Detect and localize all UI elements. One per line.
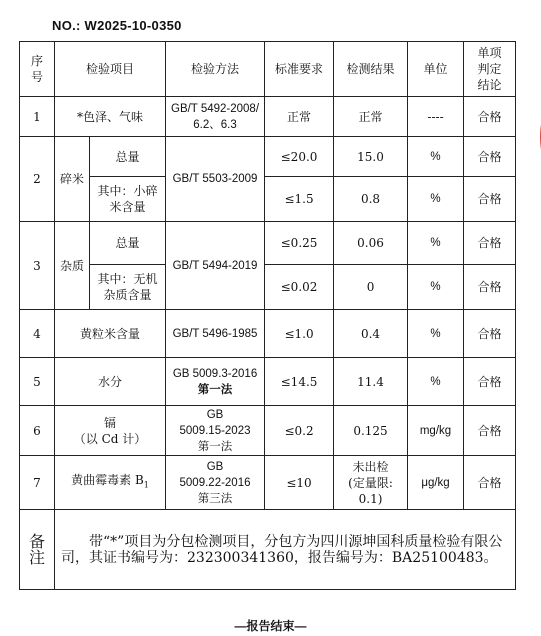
result-cell: 正常 <box>334 97 408 137</box>
method-line: GB 5009.3-2016 <box>172 367 258 380</box>
item-cell: *色泽、气味 <box>55 97 166 137</box>
table-row <box>20 222 516 265</box>
group-cell: 碎米 <box>55 137 90 222</box>
verdict-cell: 合格 <box>464 137 516 177</box>
method-line: 第一法 <box>197 383 233 396</box>
standard-cell: ≤0.25 <box>265 222 334 265</box>
verdict-cell: 合格 <box>464 358 516 406</box>
header-seq: 序号 <box>20 42 55 97</box>
result-line: 未出检 <box>352 459 389 474</box>
method-line: 第三法 <box>197 492 233 505</box>
result-line: (定量限: <box>348 475 393 490</box>
method-line: 5009.15-2023 <box>179 424 251 437</box>
unit-cell: % <box>408 222 464 265</box>
item-subscript: 1 <box>143 480 149 490</box>
unit-cell: % <box>408 358 464 406</box>
remark-text <box>55 510 516 590</box>
verdict-cell: 合格 <box>464 177 516 222</box>
standard-cell: ≤10 <box>265 456 334 510</box>
table-row <box>20 177 516 222</box>
remark-label-line: 注 <box>28 547 45 567</box>
verdict-cell: 合格 <box>464 456 516 510</box>
method-line: 第一法 <box>197 440 233 453</box>
standard-cell: ≤0.2 <box>265 406 334 456</box>
remark-content: 带“*”项目为分包检测项目，分包方为四川源坤国科质量检验有限公司，其证书编号为：232300341360，报告编号为：BA25100483。 <box>61 533 503 566</box>
header-unit: 单位 <box>408 42 464 97</box>
item-cell: 总量 <box>90 137 166 177</box>
item-cell: 黄粒米含量 <box>55 310 166 358</box>
unit-cell: % <box>408 310 464 358</box>
seq-cell: 2 <box>20 137 55 222</box>
result-cell: 0.125 <box>334 406 408 456</box>
verdict-cell: 合格 <box>464 222 516 265</box>
remark-label <box>20 510 55 590</box>
method-line: 5009.22-2016 <box>179 476 251 489</box>
unit-cell: μg/kg <box>408 456 464 510</box>
item-line: 镉 <box>104 415 117 430</box>
header-method: 检验方法 <box>166 42 265 97</box>
standard-cell: 正常 <box>265 97 334 137</box>
result-cell: 11.4 <box>334 358 408 406</box>
header-standard: 标准要求 <box>265 42 334 97</box>
table-row <box>20 456 516 510</box>
method-cell: GB/T 5492-2008/ 6.2、6.3 <box>166 97 265 137</box>
seq-cell: 5 <box>20 358 55 406</box>
table-row <box>20 97 516 137</box>
result-cell <box>334 456 408 510</box>
report-end-label: —报告结束— <box>234 619 307 633</box>
verdict-cell: 合格 <box>464 406 516 456</box>
inspection-results-table <box>19 41 516 590</box>
result-cell: 0.06 <box>334 222 408 265</box>
seal-stamp <box>527 92 541 182</box>
seq-cell: 6 <box>20 406 55 456</box>
verdict-cell: 合格 <box>464 97 516 137</box>
header-item: 检验项目 <box>55 42 166 97</box>
item-cell <box>55 456 166 510</box>
method-line: GB <box>206 460 224 473</box>
item-name: 黄曲霉毒素 B <box>71 472 144 487</box>
unit-cell: % <box>408 265 464 310</box>
result-cell: 0 <box>334 265 408 310</box>
verdict-cell: 合格 <box>464 310 516 358</box>
standard-cell: ≤0.02 <box>265 265 334 310</box>
remark-row <box>20 510 516 590</box>
standard-cell: ≤14.5 <box>265 358 334 406</box>
seq-cell: 4 <box>20 310 55 358</box>
header-result: 检测结果 <box>334 42 408 97</box>
verdict-cell: 合格 <box>464 265 516 310</box>
unit-cell: % <box>408 177 464 222</box>
header-verdict: 单项判定结论 <box>464 42 516 97</box>
remark-label-line: 备 <box>28 531 45 551</box>
result-cell: 0.8 <box>334 177 408 222</box>
result-cell: 0.4 <box>334 310 408 358</box>
group-cell: 杂质 <box>55 222 90 310</box>
item-cell: 其中：无机杂质含量 <box>90 265 166 310</box>
table-row <box>20 265 516 310</box>
item-cell: 其中：小碎米含量 <box>90 177 166 222</box>
method-cell: GB/T 5496-1985 <box>166 310 265 358</box>
table-row <box>20 310 516 358</box>
result-cell: 15.0 <box>334 137 408 177</box>
seq-cell: 1 <box>20 97 55 137</box>
standard-cell: ≤20.0 <box>265 137 334 177</box>
table-row <box>20 406 516 456</box>
item-cell <box>55 406 166 456</box>
unit-cell: mg/kg <box>408 406 464 456</box>
unit-cell: ---- <box>408 97 464 137</box>
item-cell: 水分 <box>55 358 166 406</box>
header-row <box>20 42 516 97</box>
report-number: NO.: W2025-10-0350 <box>52 18 182 33</box>
table-row <box>20 358 516 406</box>
result-line: 0.1) <box>358 491 383 506</box>
item-cell: 总量 <box>90 222 166 265</box>
standard-cell: ≤1.0 <box>265 310 334 358</box>
method-line: GB <box>206 408 224 421</box>
seq-cell: 3 <box>20 222 55 310</box>
method-cell <box>166 358 265 406</box>
seq-cell: 7 <box>20 456 55 510</box>
method-cell <box>166 456 265 510</box>
unit-cell: % <box>408 137 464 177</box>
standard-cell: ≤1.5 <box>265 177 334 222</box>
method-cell <box>166 406 265 456</box>
item-line: （以 Cd 计） <box>73 431 147 446</box>
method-cell: GB/T 5503-2009 <box>166 137 265 222</box>
table-row <box>20 137 516 177</box>
method-cell: GB/T 5494-2019 <box>166 222 265 310</box>
